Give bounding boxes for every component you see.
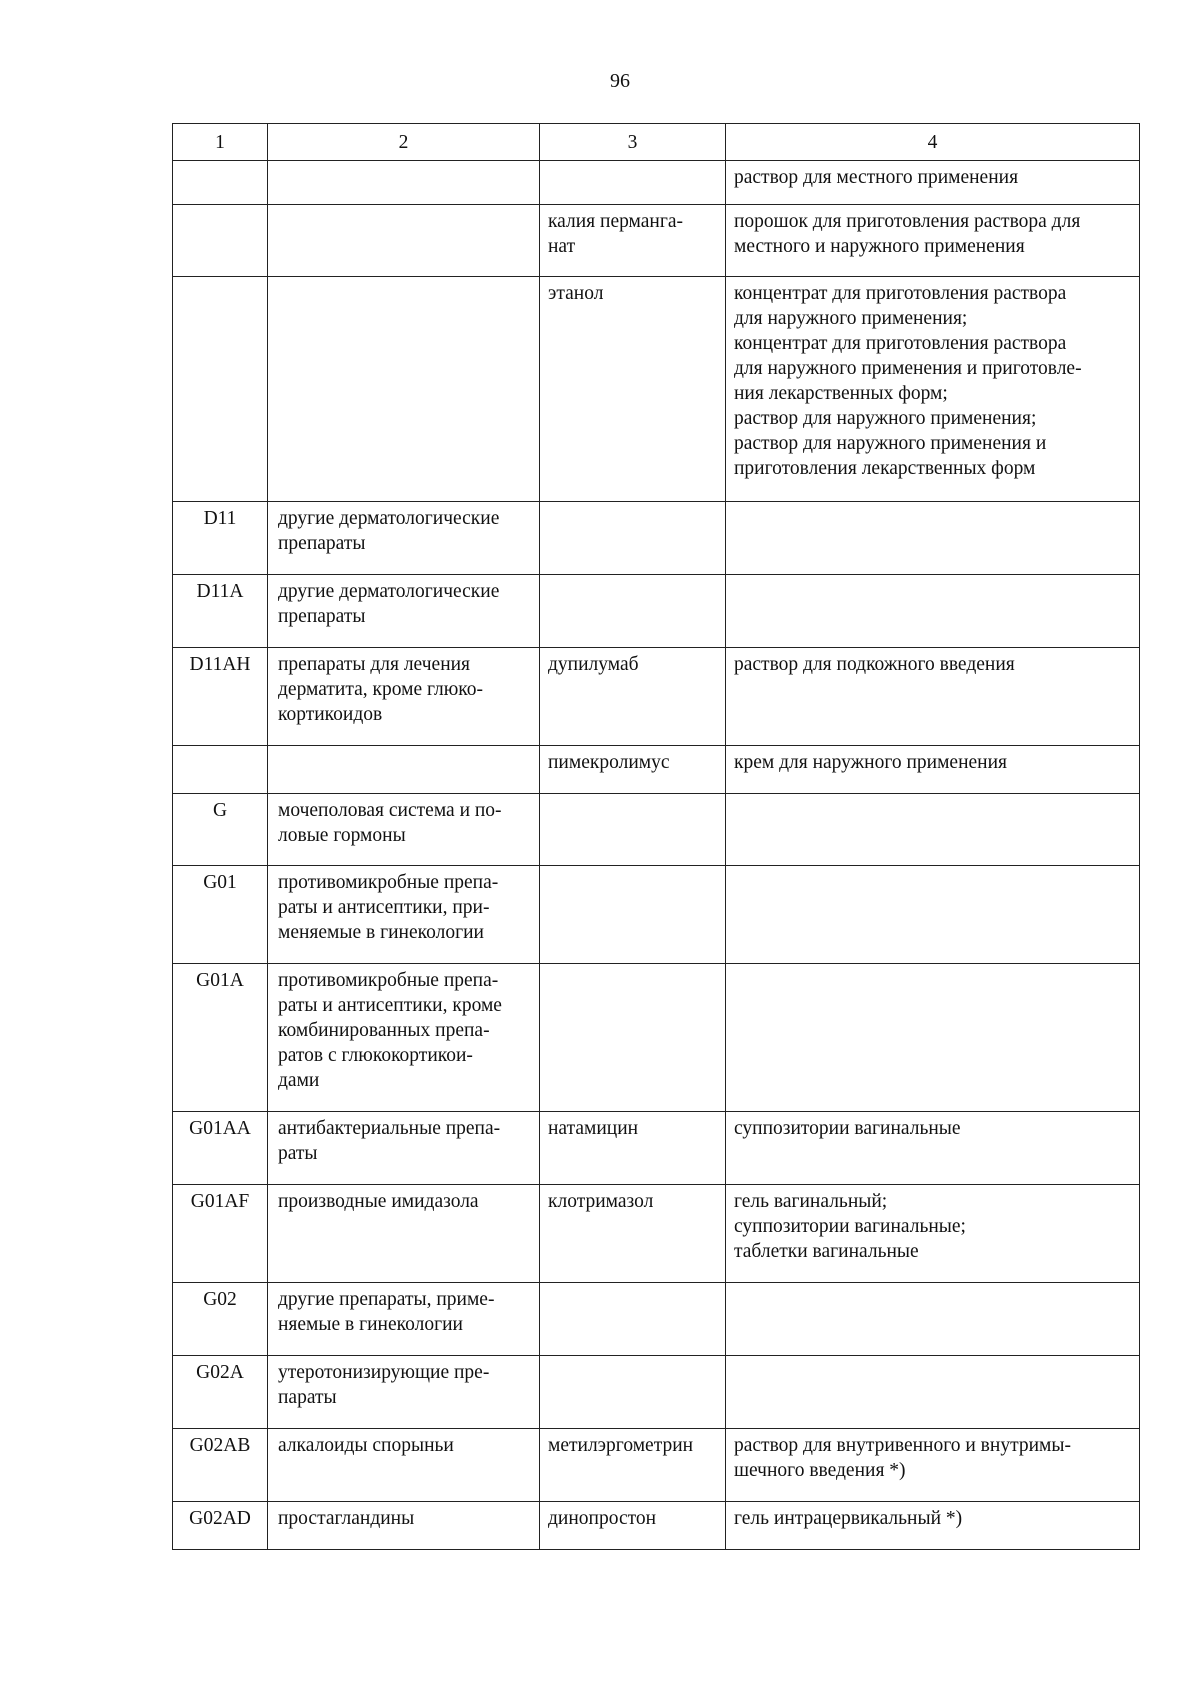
anatomical-group-cell	[268, 161, 540, 205]
atc-code-cell	[173, 205, 268, 277]
dosage-form-cell: крем для наружного применения	[726, 746, 1140, 794]
drug-name-cell: этанол	[540, 277, 726, 502]
anatomical-group-cell	[268, 746, 540, 794]
table-row	[173, 1283, 1140, 1356]
drug-name-cell: клотримазол	[540, 1185, 726, 1283]
dosage-form-cell: концентрат для приготовления раствора для наружного применения; концентрат для приготовления раствора для наружного применения и приготовле- ния лекарственных форм; раствор для наружного применения; раствор для наружного применения и приготовления лекарственных форм	[726, 277, 1140, 502]
atc-code-cell: G01AA	[173, 1112, 268, 1185]
anatomical-group-cell: другие дерматологические препараты	[268, 502, 540, 575]
anatomical-group-cell	[268, 205, 540, 277]
atc-code-cell: D11A	[173, 575, 268, 648]
dosage-form-cell: раствор для местного применения	[726, 161, 1140, 205]
anatomical-group-cell: другие дерматологические препараты	[268, 575, 540, 648]
atc-code-cell: G	[173, 794, 268, 866]
drug-name-cell	[540, 794, 726, 866]
drug-name-cell	[540, 502, 726, 575]
dosage-form-cell: порошок для приготовления раствора для местного и наружного применения	[726, 205, 1140, 277]
anatomical-group-cell: мочеполовая система и по- ловые гормоны	[268, 794, 540, 866]
dosage-form-cell: раствор для внутривенного и внутримы- шечного введения *)	[726, 1429, 1140, 1502]
drug-name-cell	[540, 1283, 726, 1356]
header-cell-group: 2	[268, 124, 540, 161]
drug-name-cell: натамицин	[540, 1112, 726, 1185]
anatomical-group-cell: препараты для лечения дерматита, кроме глюко- кортикоидов	[268, 648, 540, 746]
drug-name-cell	[540, 161, 726, 205]
anatomical-group-cell: утеротонизирующие пре- параты	[268, 1356, 540, 1429]
table-row	[173, 866, 1140, 964]
table-row	[173, 1356, 1140, 1429]
anatomical-group-cell: противомикробные препа- раты и антисептики, кроме комбинированных препа- ратов с глюкокортикои- дами	[268, 964, 540, 1112]
table-row	[173, 794, 1140, 866]
drug-name-cell: дупилумаб	[540, 648, 726, 746]
atc-code-cell	[173, 277, 268, 502]
table-row	[173, 964, 1140, 1112]
anatomical-group-cell: другие препараты, приме- няемые в гинекологии	[268, 1283, 540, 1356]
drug-name-cell	[540, 1356, 726, 1429]
dosage-form-cell: суппозитории вагинальные	[726, 1112, 1140, 1185]
drug-name-cell: пимекролимус	[540, 746, 726, 794]
drug-name-cell: динопростон	[540, 1502, 726, 1550]
table-row	[173, 161, 1140, 205]
table-row	[173, 205, 1140, 277]
medication-table	[172, 123, 1140, 1550]
anatomical-group-cell: противомикробные препа- раты и антисептики, при- меняемые в гинекологии	[268, 866, 540, 964]
atc-code-cell: G02	[173, 1283, 268, 1356]
drug-name-cell	[540, 575, 726, 648]
atc-code-cell: D11	[173, 502, 268, 575]
dosage-form-cell	[726, 794, 1140, 866]
atc-code-cell: G01	[173, 866, 268, 964]
anatomical-group-cell	[268, 277, 540, 502]
anatomical-group-cell: антибактериальные препа- раты	[268, 1112, 540, 1185]
atc-code-cell: G02AB	[173, 1429, 268, 1502]
table-row	[173, 277, 1140, 502]
anatomical-group-cell: простагландины	[268, 1502, 540, 1550]
table-row	[173, 1112, 1140, 1185]
page-number: 96	[610, 70, 630, 92]
dosage-form-cell	[726, 1283, 1140, 1356]
dosage-form-cell: раствор для подкожного введения	[726, 648, 1140, 746]
dosage-form-cell	[726, 502, 1140, 575]
dosage-form-cell	[726, 575, 1140, 648]
drug-name-cell	[540, 964, 726, 1112]
drug-name-cell	[540, 866, 726, 964]
drug-name-cell: метилэргометрин	[540, 1429, 726, 1502]
atc-code-cell: G02AD	[173, 1502, 268, 1550]
atc-code-cell: G01A	[173, 964, 268, 1112]
drug-name-cell: калия перманга- нат	[540, 205, 726, 277]
table-row	[173, 746, 1140, 794]
dosage-form-cell: гель вагинальный; суппозитории вагинальные; таблетки вагинальные	[726, 1185, 1140, 1283]
dosage-form-cell	[726, 866, 1140, 964]
dosage-form-cell: гель интрацервикальный *)	[726, 1502, 1140, 1550]
table-row	[173, 1502, 1140, 1550]
header-cell-form: 4	[726, 124, 1140, 161]
atc-code-cell: D11AH	[173, 648, 268, 746]
atc-code-cell: G02A	[173, 1356, 268, 1429]
atc-code-cell: G01AF	[173, 1185, 268, 1283]
table-row	[173, 648, 1140, 746]
header-cell-code: 1	[173, 124, 268, 161]
atc-code-cell	[173, 161, 268, 205]
table-row	[173, 1429, 1140, 1502]
table-row	[173, 1185, 1140, 1283]
atc-code-cell	[173, 746, 268, 794]
anatomical-group-cell: алкалоиды спорыньи	[268, 1429, 540, 1502]
dosage-form-cell	[726, 964, 1140, 1112]
table-header-row	[173, 124, 1140, 161]
anatomical-group-cell: производные имидазола	[268, 1185, 540, 1283]
table-row	[173, 502, 1140, 575]
dosage-form-cell	[726, 1356, 1140, 1429]
table-row	[173, 575, 1140, 648]
header-cell-drug: 3	[540, 124, 726, 161]
